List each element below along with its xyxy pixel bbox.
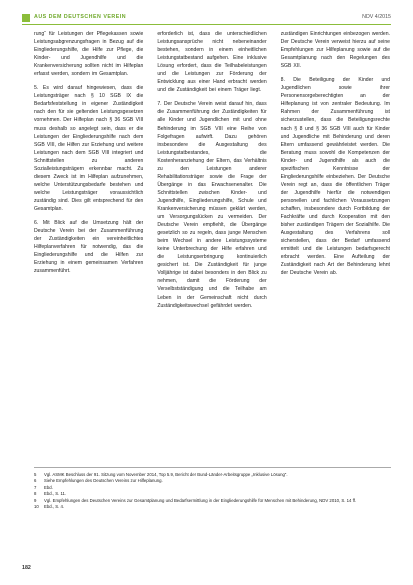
issue-label: NDV 4/2015	[362, 14, 391, 20]
section-marker	[22, 14, 30, 22]
page-number: 182	[22, 565, 31, 571]
footnote-text: Ebd., S. 11.	[44, 491, 67, 497]
text-columns	[34, 30, 390, 458]
paragraph: 8. Die Beteiligung der Kinder und Jugendlichen sowie ihrer Personensorgeberechtigten an der Hilfeplanung ist von zentraler Bedeutung. Im Rahmen der Zusammenführung ist sicherzustellen, dass die Beteiligungsrechte nach § 8 und § 36 SGB VIII auch für Kinder und Jugendliche mit Behinderung und deren Eltern umfassend gewährleistet werden. Die Beratung muss sowohl die Kompetenzen der Kinder- und Jugendhilfe als auch die spezifischen Kenntnisse der Eingliederungshilfe einbeziehen. Der Deutsche Verein regt an, dass die öffentlichen Träger der Jugendhilfe hierfür die notwendigen personellen und fachlichen Voraussetzungen schaffen, insbesondere durch Fortbildung der Fachkräfte und durch Kooperation mit den bisher zuständigen Trägern der Sozialhilfe. Die Ausgestaltung des Verfahrens soll sicherstellen, dass der Bedarf umfassend ermittelt und die Leistungen bedarfsgerecht erbracht werden. Eine Aufteilung der Zuständigkeit nach Art der Behinderung lehnt der Deutsche Verein ab.	[280, 77, 390, 277]
paragraph: zuständigen Einrichtungen einbezogen werden. Der Deutsche Verein verweist hierzu auf seine Empfehlungen zur Hilfeplanung sowie auf die Gesamtplanung nach den Regelungen des SGB XII.	[280, 31, 390, 70]
paragraph: erforderlich ist, dass die unterschiedlichen Leistungsansprüche nicht nebeneinander bestehen, sondern in einem einheitlichen Leistungstatbestand aufgehen. Eine inklusive Lösung erfordert, dass die Teilhabeleistungen und die Leistungen zur Förderung der Entwicklung aus einer Hand erbracht werden und die Zuständigkeit bei einem Träger liegt.	[157, 31, 267, 94]
column-3	[281, 30, 390, 458]
paragraph: 5. Es wird darauf hingewiesen, dass die Leistungsträger nach § 10 SGB IX die Bedarfsfeststellung in eigener Zuständigkeit nach den für sie geltenden Leistungsgesetzen vornehmen. Der Hilfeplan nach § 36 SGB VIII muss deshalb so angelegt sein, dass er die Leistungen der Eingliederungshilfe nach dem SGB VIII, die Hilfen zur Erziehung und weitere Leistungen nach dem SGB VIII integriert und Schnittstellen zu anderen Sozialleistungsträgern erkennbar macht. Zu diesem Zweck ist im Hilfeplan aufzunehmen, welche Unterstützungsbedarfe bestehen und welche Leistungsträger voraussichtlich zuständig sind. Dies gilt entsprechend für den Gesamtplan.	[34, 85, 144, 212]
footnote-number: 5	[34, 472, 37, 477]
footnote-number: 8	[34, 491, 37, 497]
header-rule	[22, 24, 391, 25]
paragraph: rung“ für Leistungen der Pflegekassen sowie Leistungsabgrenzungsfragen in Bezug auf die Eingliederungshilfe, die Hilfe zur Pflege, die Kinder- und Jugendhilfe und die Krankenversicherung sollten nicht im Hilfeplan erfasst werden, sondern im Gesamtplan.	[34, 31, 144, 78]
column-1	[34, 30, 143, 458]
footnote-number: 6	[34, 478, 37, 484]
footnote-text: Ebd.	[44, 484, 53, 490]
footnote-text: Siehe Empfehlungen des Deutschen Vereins zur Hilfeplanung.	[44, 478, 163, 484]
footnote-number: 9	[34, 497, 37, 503]
footnote-number: 7	[34, 484, 37, 490]
running-header	[22, 14, 391, 26]
footnote-text: Vgl. Empfehlungen des Deutschen Vereins zur Gesamtplanung und Bedarfsermittlung in der Eingliederungshilfe für Menschen mit Behinderung, NDV 2010, S. 14 ff.	[44, 497, 357, 503]
footnote-text: Ebd., S. 4.	[44, 504, 65, 510]
footnote-text: Vgl. ASMK Beschluss der 91. Sitzung vom November 2014, Top 5.9, Bericht der Bund-Länder-Arbeitsgruppe „Inklusive Lösung“.	[44, 472, 288, 477]
paragraph: 6. Mit Blick auf die Umsetzung hält der Deutsche Verein bei der Zusammenführung der Zuständigkeiten ein vereinheitlichtes Hilfeplanverfahren für notwendig, das die Eingliederungshilfe und die Hilfen zur Erziehung in einem gemeinsamen Verfahren zusammenführt.	[34, 220, 144, 275]
footnotes	[34, 467, 391, 510]
footnote-number: 10	[34, 504, 39, 510]
section-title: AUS DEM DEUTSCHEN VEREIN	[34, 14, 127, 20]
paragraph: 7. Der Deutsche Verein weist darauf hin, dass die Zusammenführung der Zuständigkeiten für alle Kinder und Jugendlichen mit und ohne Behinderung im SGB VIII eine Reihe von Folgefragen aufwirft. Dazu gehören insbesondere die Ausgestaltung des Leistungstatbestandes, die Kostenheranziehung der Eltern, das Verhältnis zu den Leistungen anderer Rehabilitationsträger sowie die Frage der Übergänge in das Erwachsenenalter. Die Schnittstellen zwischen Kinder- und Jugendhilfe, Eingliederungshilfe, Schule und Krankenversicherung müssen geklärt werden, um Versorgungslücken zu vermeiden. Der Deutsche Verein empfiehlt, die Übergänge gesetzlich so zu regeln, dass junge Menschen beim Wechsel in andere Leistungssysteme keine Unterbrechung der Hilfe erfahren und die Leistungserbringung kontinuierlich gesichert ist. Die Zuständigkeit für junge Volljährige ist dabei besonders in den Blick zu nehmen, damit die Förderung der Verselbstständigung und die Teilhabe am Leben in der Gemeinschaft nicht durch Zuständigkeitswechsel gefährdet werden.	[157, 101, 267, 309]
footnote	[34, 504, 391, 510]
column-2	[157, 30, 266, 458]
